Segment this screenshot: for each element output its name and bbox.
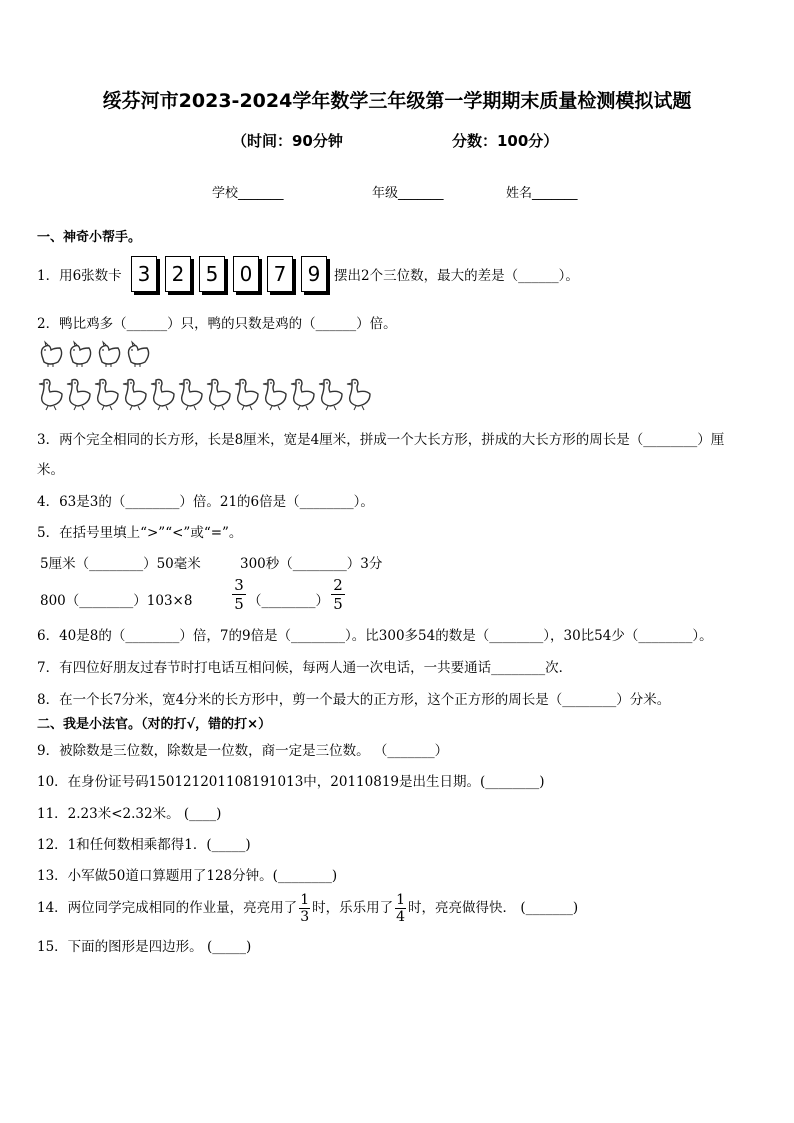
number-card: 2 — [165, 256, 191, 292]
duck-icon — [347, 380, 370, 411]
question-11: 11．2.23米<2.32米。 (____) — [37, 806, 222, 822]
fraction-one-third: $\frac{1}{3}$ — [300, 892, 310, 925]
chicken-icon — [71, 342, 91, 367]
exam-time: （时间：90分钟 — [232, 132, 343, 150]
duck-icon — [151, 380, 174, 411]
chicken-icon — [100, 342, 120, 367]
question-13: 13．小军做50道口算题用了128分钟。(________) — [37, 868, 338, 884]
number-card: 9 — [301, 256, 327, 292]
question-5-compare-a: 5厘米（________）50毫米 — [40, 556, 201, 572]
duck-icon — [263, 380, 286, 411]
question-1-suffix: 摆出2个三位数，最大的差是（______）。 — [334, 268, 579, 284]
fraction-two-fifths: $\frac{2}{5}$ — [331, 576, 345, 613]
duck-icon — [291, 380, 314, 411]
question-2: 2．鸭比鸡多（______）只，鸭的只数是鸡的（______）倍。 — [37, 316, 397, 332]
question-5-compare-c: 800（________）103×8 — [40, 593, 193, 609]
question-5-compare-d: （________） — [248, 593, 329, 609]
question-14: 14．两位同学完成相同的作业量，亮亮用了 $\frac{1}{3}$ 时，乐乐用了 $\frac{1}{4}$ 时，亮亮做得快． (_______) — [37, 892, 579, 925]
section-2-heading: 二、我是小法官。（对的打√，错的打×） — [37, 717, 272, 732]
question-1-prefix: 1．用6张数卡 — [37, 268, 122, 284]
question-5-compare-b: 300秒（________）3分 — [240, 556, 383, 572]
name-field: 姓名_______ — [506, 186, 578, 201]
question-9: 9．被除数是三位数，除数是一位数，商一定是三位数。 （_______） — [37, 743, 449, 759]
duck-icon — [95, 380, 118, 411]
fraction-one-quarter: $\frac{1}{4}$ — [396, 892, 406, 925]
duck-icon — [123, 380, 146, 411]
duck-icon — [319, 380, 342, 411]
chicken-icon — [42, 342, 62, 367]
question-3-line-2: 米。 — [37, 462, 64, 478]
question-7: 7．有四位好朋友过春节时打电话互相问候，每两人通一次电话，一共要通话________次． — [37, 660, 573, 676]
question-3-line-1: 3．两个完全相同的长方形，长是8厘米，宽是4厘米，拼成一个大长方形，拼成的大长方形的周长是（________）厘 — [37, 432, 725, 448]
question-12: 12．1和任何数相乘都得1．(_____) — [37, 837, 251, 853]
question-4: 4．63是3的（________）倍。21的6倍是（________）。 — [37, 494, 374, 510]
grade-field: 年级_______ — [372, 186, 444, 201]
exam-score: 分数：100分） — [452, 132, 559, 150]
exam-title: 绥芬河市2023-2024学年数学三年级第一学期期末质量检测模拟试题 — [102, 90, 692, 112]
section-1-heading: 一、神奇小帮手。 — [37, 230, 142, 245]
duck-icon — [179, 380, 202, 411]
question-5: 5．在括号里填上“>”“<”或“=”。 — [37, 525, 243, 541]
chicken-row — [42, 342, 149, 367]
duck-icon — [235, 380, 258, 411]
question-8: 8．在一个长7分米，宽4分米的长方形中，剪一个最大的正方形，这个正方形的周长是（________）分米。 — [37, 692, 671, 708]
question-10: 10．在身份证号码150121201108191013中，20110819是出生日期。(________) — [37, 774, 545, 790]
duck-icon — [67, 380, 90, 411]
duck-icon — [39, 380, 62, 411]
question-15: 15．下面的图形是四边形。 (_____) — [37, 939, 252, 955]
number-card: 7 — [267, 256, 293, 292]
duck-icon — [207, 380, 230, 411]
number-card: 5 — [199, 256, 225, 292]
fraction-three-fifths: $\frac{3}{5}$ — [232, 576, 246, 613]
chicken-duck-illustration — [36, 340, 396, 416]
chicken-icon — [129, 342, 149, 367]
number-card: 3 — [131, 256, 157, 292]
duck-row — [39, 380, 370, 411]
number-card: 0 — [233, 256, 259, 292]
question-6: 6．40是8的（________）倍，7的9倍是（________）。比300多54的数是（________），30比54少（________）。 — [37, 628, 713, 644]
school-field: 学校_______ — [212, 186, 284, 201]
